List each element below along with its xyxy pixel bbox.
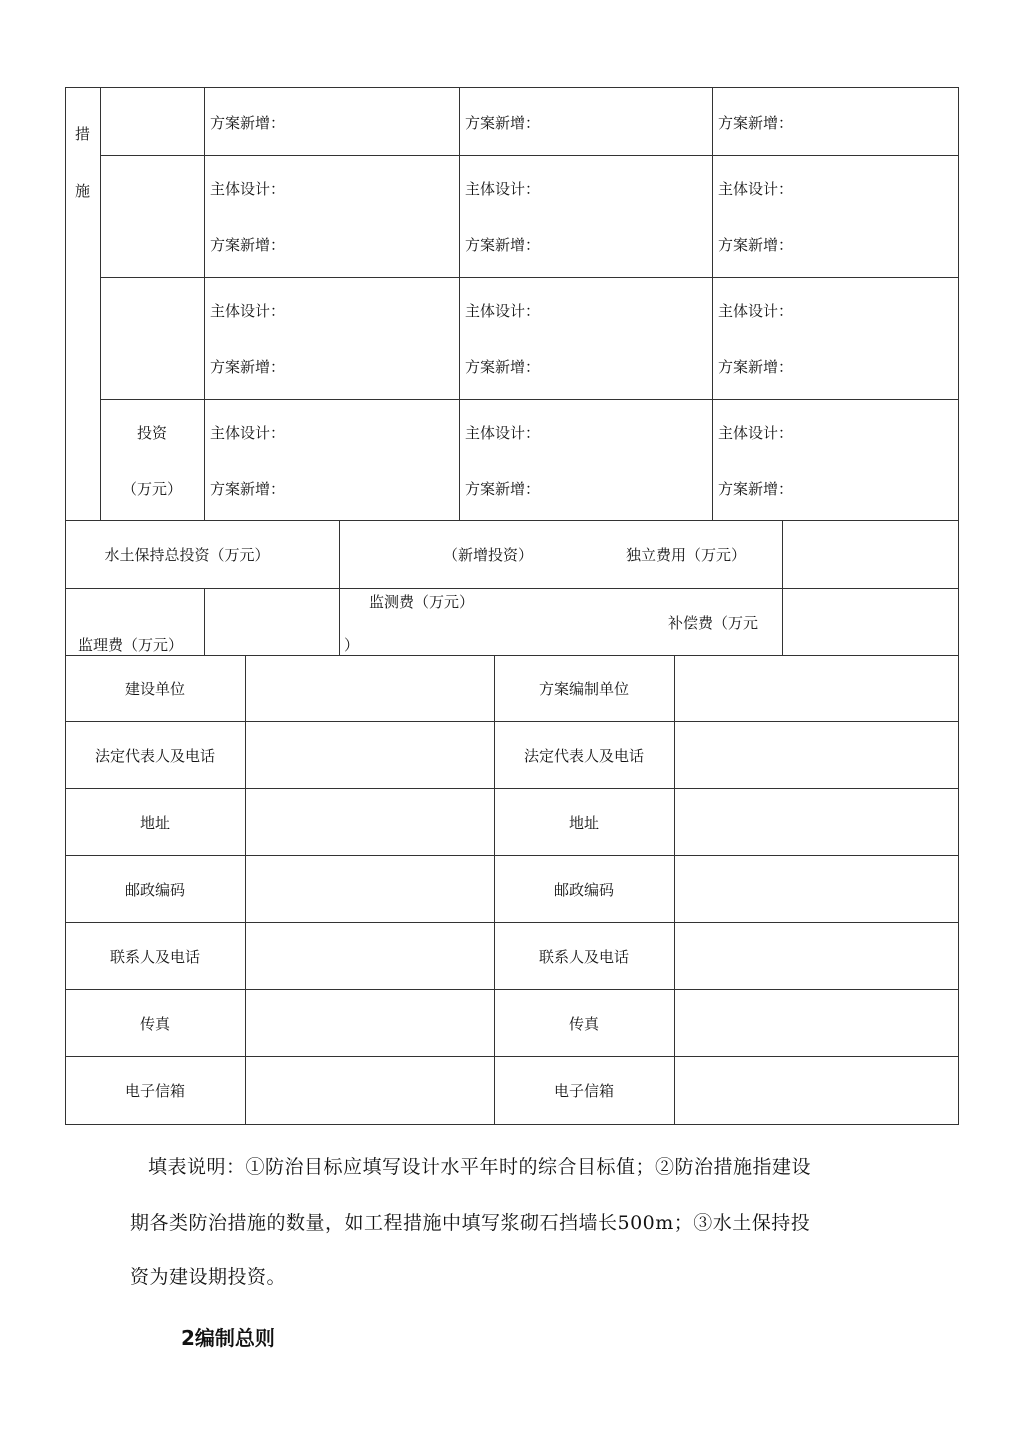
added-label: 方案新增： <box>465 236 541 254</box>
col-divider <box>100 87 101 521</box>
col-divider <box>204 588 205 656</box>
added-label: 方案新增： <box>465 480 541 498</box>
added-label: 方案新增： <box>210 480 286 498</box>
investment-unit: （万元） <box>121 480 183 498</box>
col-divider <box>674 655 675 1125</box>
measures-side-label: 施 <box>75 182 91 200</box>
table-border-right <box>958 87 959 1125</box>
new-investment-label: （新增投资） <box>442 546 534 564</box>
email-label: 电子信箱 <box>124 1082 186 1100</box>
design-label: 主体设计： <box>718 424 794 442</box>
added-label: 方案新增： <box>718 114 794 132</box>
design-label: 主体设计： <box>210 302 286 320</box>
legal-rep-label: 法定代表人及电话 <box>94 747 216 765</box>
address-label: 地址 <box>139 814 171 832</box>
table-border-bottom <box>65 1124 959 1125</box>
design-label: 主体设计： <box>210 424 286 442</box>
compensation-fee-close: ） <box>344 636 360 654</box>
col-divider <box>494 655 495 1125</box>
section-heading: 2编制总则 <box>181 1326 275 1350</box>
row-divider <box>65 520 959 521</box>
added-label: 方案新增： <box>465 114 541 132</box>
design-label: 主体设计： <box>210 180 286 198</box>
row-divider <box>65 989 959 990</box>
contact-label: 联系人及电话 <box>538 948 630 966</box>
email-label: 电子信箱 <box>553 1082 615 1100</box>
investment-label: 投资 <box>136 424 168 442</box>
row-divider <box>65 922 959 923</box>
fax-label: 传真 <box>568 1015 600 1033</box>
row-divider <box>65 788 959 789</box>
table-border-left <box>65 87 66 1125</box>
added-label: 方案新增： <box>210 358 286 376</box>
added-label: 方案新增： <box>718 358 794 376</box>
legal-rep-label: 法定代表人及电话 <box>523 747 645 765</box>
added-label: 方案新增： <box>210 236 286 254</box>
postal-code-label: 邮政编码 <box>124 881 186 899</box>
added-label: 方案新增： <box>718 480 794 498</box>
added-label: 方案新增： <box>210 114 286 132</box>
supervision-fee-label: 监理费（万元） <box>78 636 184 654</box>
col-divider <box>712 87 713 521</box>
independent-cost-label: 独立费用（万元） <box>625 546 747 564</box>
design-label: 主体设计： <box>465 180 541 198</box>
row-divider <box>65 655 959 656</box>
construction-unit-label: 建设单位 <box>124 680 186 698</box>
note-line-3: 资为建设期投资。 <box>130 1266 287 1288</box>
note-line-1: 填表说明：①防治目标应填写设计水平年时的综合目标值；②防治措施指建设 <box>148 1156 812 1178</box>
fax-label: 传真 <box>139 1015 171 1033</box>
col-divider <box>204 87 205 521</box>
plan-unit-label: 方案编制单位 <box>538 680 630 698</box>
design-label: 主体设计： <box>465 424 541 442</box>
compensation-fee-label: 补偿费（万元 <box>668 614 759 632</box>
added-label: 方案新增： <box>465 358 541 376</box>
row-divider <box>65 588 959 589</box>
row-divider <box>65 1056 959 1057</box>
row-divider <box>100 155 959 156</box>
added-label: 方案新增： <box>718 236 794 254</box>
row-divider <box>65 721 959 722</box>
table-border-top <box>65 87 959 88</box>
col-divider <box>245 655 246 1125</box>
address-label: 地址 <box>568 814 600 832</box>
col-divider <box>459 87 460 521</box>
postal-code-label: 邮政编码 <box>553 881 615 899</box>
total-investment-label: 水土保持总投资（万元） <box>104 546 270 564</box>
design-label: 主体设计： <box>718 302 794 320</box>
col-divider <box>782 520 783 656</box>
design-label: 主体设计： <box>718 180 794 198</box>
row-divider <box>100 399 959 400</box>
row-divider <box>65 855 959 856</box>
contact-label: 联系人及电话 <box>109 948 201 966</box>
design-label: 主体设计： <box>465 302 541 320</box>
col-divider <box>339 520 340 656</box>
row-divider <box>100 277 959 278</box>
monitoring-fee-label: 监测费（万元） <box>369 593 475 611</box>
measures-side-label: 措 <box>75 125 91 143</box>
note-line-2: 期各类防治措施的数量，如工程措施中填写浆砌石挡墙长500m；③水土保持投 <box>130 1212 811 1234</box>
